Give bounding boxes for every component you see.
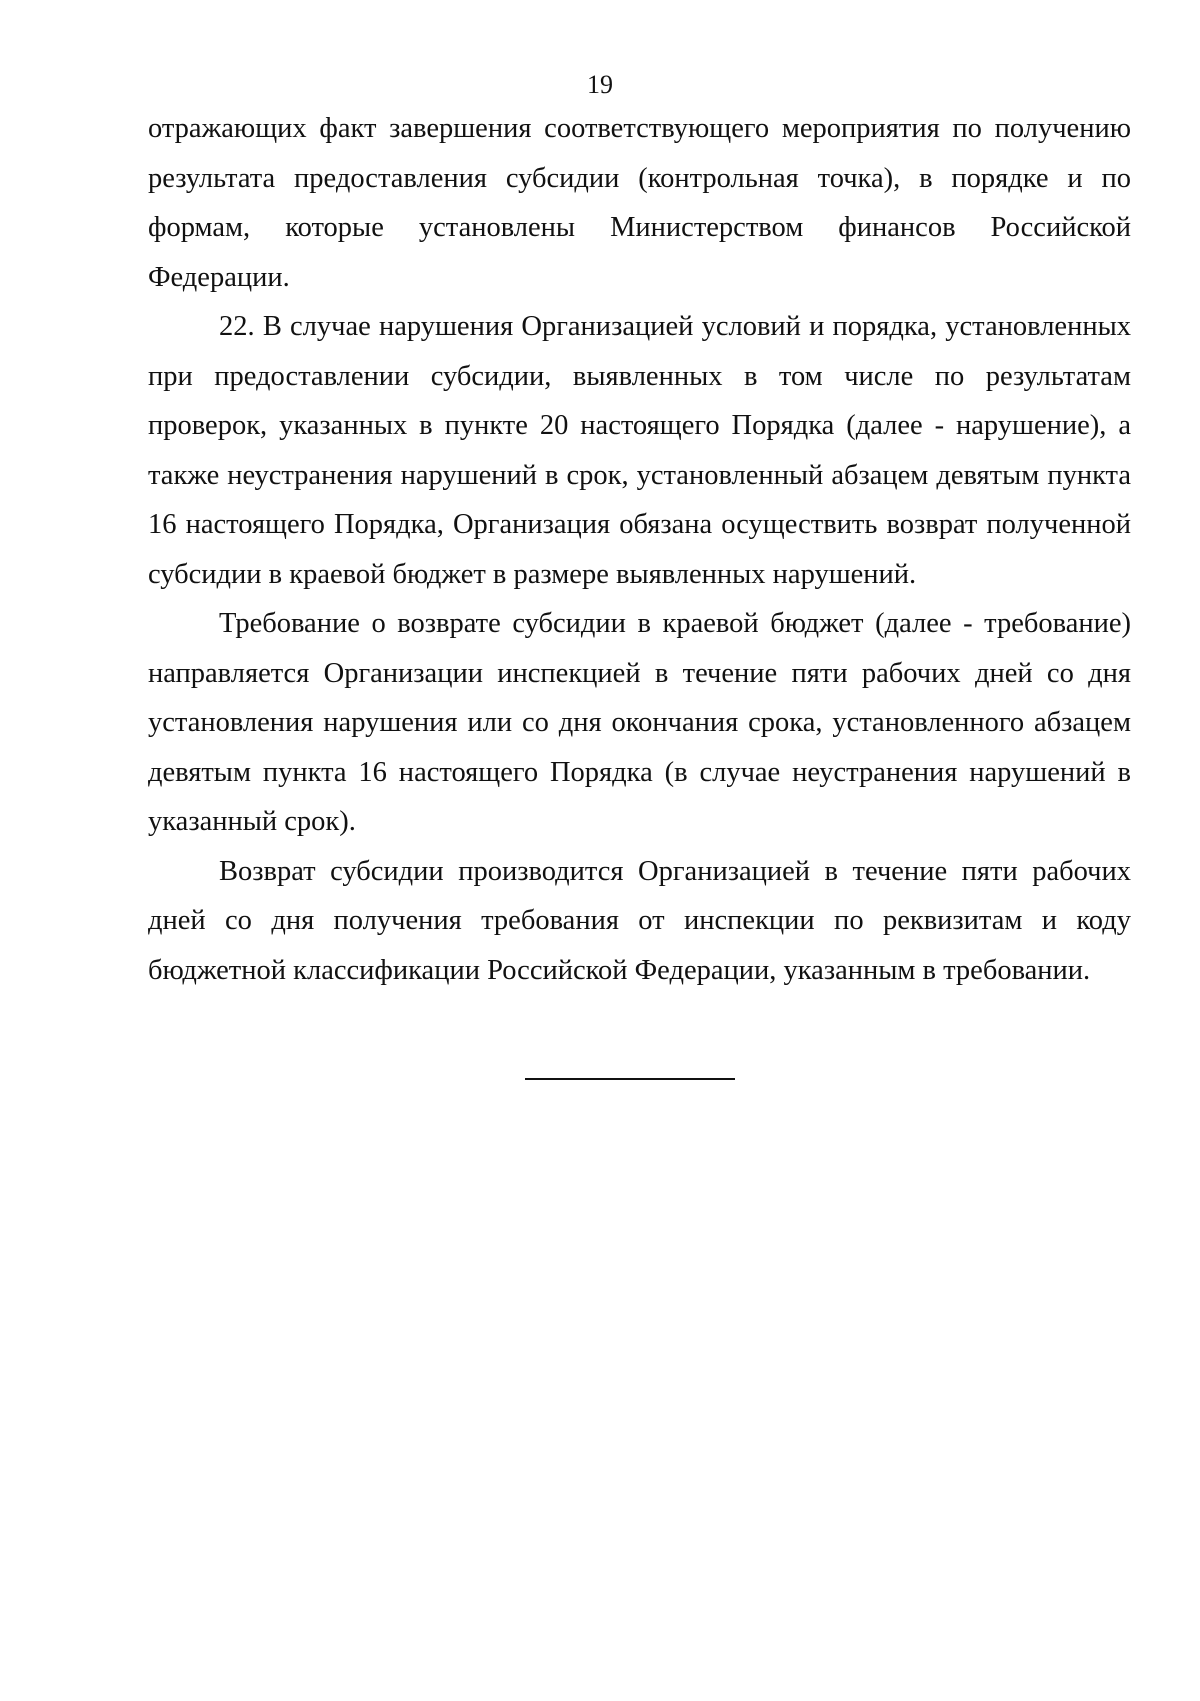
paragraph-return-requirement: Требование о возврате субсидии в краевой бюджет (далее - требование) направляется Организации инспекцией в течение пяти рабочих дней со дня установления нарушения или со дня окончания срока, установленного абзацем девятым пункта 16 настоящего Порядка (в случае неустранения нарушений в указанный срок). [148, 608, 1131, 837]
paragraph-return-procedure: Возврат субсидии производится Организацией в течение пяти рабочих дней со дня получения требования от инспекции по реквизитам и коду бюджетной классификации Российской Федерации, указанным в требовании. [148, 855, 1131, 986]
end-of-document-line [525, 1078, 735, 1080]
paragraph-continuation: отражающих факт завершения соответствующего мероприятия по получению результата предоставления субсидии (контрольная точка), в порядке и по формам, которые установлены Министерством финансов Российской Федерации. [148, 113, 1131, 293]
page-number: 19 [587, 70, 613, 99]
document-body [148, 104, 1131, 995]
paragraph-item-22: 22. В случае нарушения Организацией условий и порядка, установленных при предоставлении субсидии, выявленных в том числе по результатам проверок, указанных в пункте 20 настоящего Порядка (далее - нарушение), а также неустранения нарушений в срок, установленный абзацем девятым пункта 16 настоящего Порядка, Организация обязана осуществить возврат полученной субсидии в краевой бюджет в размере выявленных нарушений. [148, 311, 1131, 590]
